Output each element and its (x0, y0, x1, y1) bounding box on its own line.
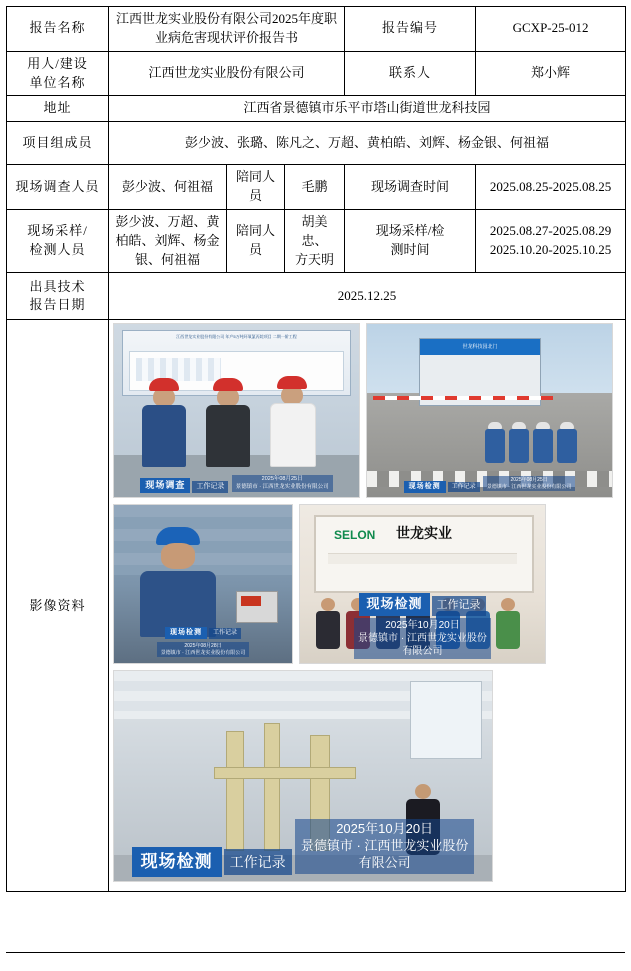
caption-date: 2025年08月25日 (510, 477, 548, 484)
team-label: 项目组成员 (7, 122, 109, 165)
person-figure (533, 422, 553, 463)
accompany-value-2-line1: 胡美忠、 (301, 213, 328, 248)
body (557, 429, 577, 463)
caption-date: 2025年08月28日 (184, 643, 222, 650)
caption-sub: 工作记录 (209, 628, 241, 639)
sampling-device (236, 591, 278, 623)
caption-detail (354, 618, 491, 659)
report-date-label-line2: 报告日期 (29, 297, 86, 313)
body (485, 429, 505, 463)
company-logo: SELON (334, 528, 376, 543)
helmet-icon (560, 422, 574, 429)
photo-caption (304, 593, 541, 660)
report-name-label: 报告名称 (7, 7, 109, 52)
accompany-value-2-line2: 方天明 (295, 251, 335, 267)
person-figure (142, 378, 186, 467)
pipe (214, 767, 356, 779)
booth-sign: 世龙科技园北门 (420, 339, 540, 355)
banner-text: 江西世龙实业股份有限公司 年产5万吨环氧氯丙烷项目 二期一阶工程 (176, 334, 297, 340)
caption-place: 景德镇市 · 江西世龙实业股份 (358, 632, 487, 644)
screen-nav-bar (328, 553, 517, 564)
survey-time-label: 现场调查时间 (345, 165, 476, 210)
accompany-label-2: 陪同人员 (227, 209, 285, 273)
caption-sub: 工作记录 (448, 482, 480, 493)
caption-detail (232, 475, 333, 491)
table-row-report-date (7, 273, 626, 320)
caption-title: 现场检测 (404, 481, 446, 493)
report-name-value: 江西世龙实业股份有限公司2025年度职业病危害现状评价报告书 (109, 7, 345, 52)
body (270, 403, 316, 467)
media-row-1 (113, 323, 621, 498)
table-row-sampling (7, 209, 626, 273)
person-figure (509, 422, 529, 463)
helmet-icon (488, 422, 502, 429)
photo-factory-pipes (113, 670, 493, 882)
page-bottom-rule (6, 952, 625, 953)
person-figure (206, 378, 250, 467)
sampling-time-value-line2: 2025.10.20-2025.10.25 (489, 242, 612, 258)
caption-detail (483, 476, 575, 491)
report-no-value: GCXP-25-012 (476, 7, 626, 52)
photo-conference-room (299, 504, 546, 664)
address-label: 地址 (7, 96, 109, 122)
photo-caption (118, 621, 288, 659)
sampling-staff-label (7, 209, 109, 273)
photo-survey-group (113, 323, 360, 498)
sampling-time-label-line1: 现场采样/检 (375, 223, 445, 239)
report-date-value: 2025.12.25 (109, 273, 626, 320)
table-row-report-name (7, 7, 626, 52)
helmet-icon (213, 378, 243, 391)
body (509, 429, 529, 463)
report-date-label (7, 273, 109, 320)
sampling-staff-value: 彭少波、万超、黄柏皓、刘辉、杨金银、何祖福 (109, 209, 227, 273)
caption-date: 2025年10月20日 (385, 619, 460, 631)
table-row-team (7, 122, 626, 165)
caption-sub: 工作记录 (192, 481, 228, 493)
caption-date: 2025年10月20日 (336, 821, 434, 837)
caption-place: 景德镇市 · 江西世龙实业股份有限公司 (235, 483, 329, 490)
caption-place: 景德镇市 · 江西世龙实业股份有限公司 (486, 483, 572, 490)
table-row-address (7, 96, 626, 122)
accompany-label-1: 陪同人员 (227, 165, 285, 210)
person-figure (557, 422, 577, 463)
caption-sub: 工作记录 (432, 596, 486, 616)
caption-title: 现场检测 (165, 627, 207, 639)
sampling-time-value-line1: 2025.08.27-2025.08.29 (489, 223, 612, 239)
client-label-line1: 用人/建设 (27, 55, 88, 71)
body (142, 405, 186, 467)
contact-value: 郑小辉 (476, 51, 626, 96)
photo-worker-instrument (113, 504, 293, 664)
helmet-icon (149, 378, 179, 391)
survey-staff-label: 现场调查人员 (7, 165, 109, 210)
survey-staff-value: 彭少波、何祖福 (109, 165, 227, 210)
sampling-staff-label-line1: 现场采样/ (27, 223, 88, 239)
client-value: 江西世龙实业股份有限公司 (109, 51, 345, 96)
table-row-client (7, 51, 626, 96)
body (206, 405, 250, 467)
report-date-label-line1: 出具技术 (29, 278, 86, 294)
person-figure (485, 422, 505, 463)
client-label-line2: 单位名称 (29, 74, 86, 90)
caption-place: 景德镇市 · 江西世龙实业股份有限公司 (160, 649, 246, 656)
caption-date: 2025年08月25日 (261, 476, 303, 483)
media-row-2 (113, 504, 621, 664)
media-row-3 (113, 670, 621, 882)
window (410, 681, 482, 759)
report-cover-table (6, 6, 626, 892)
report-no-label: 报告编号 (345, 7, 476, 52)
sampling-time-value (476, 209, 626, 273)
head (415, 784, 431, 799)
caption-sub: 工作记录 (224, 849, 292, 875)
media-label: 影像资料 (7, 320, 109, 892)
table-row-media (7, 320, 626, 892)
media-gallery (109, 320, 626, 892)
photo-caption (371, 474, 608, 493)
caption-title: 现场调查 (140, 478, 190, 493)
person-figure (270, 376, 314, 467)
photo-caption (118, 473, 355, 493)
caption-detail (157, 642, 249, 657)
helmet-icon (536, 422, 550, 429)
client-label (7, 51, 109, 96)
accompany-value-1: 毛鹏 (285, 165, 345, 210)
photo-caption (118, 817, 488, 877)
contact-label: 联系人 (345, 51, 476, 96)
sampling-time-label-line2: 测时间 (390, 242, 430, 258)
caption-place-2: 有限公司 (358, 854, 411, 870)
body (533, 429, 553, 463)
survey-time-value: 2025.08.25-2025.08.25 (476, 165, 626, 210)
caption-title: 现场检测 (359, 593, 429, 616)
barrier-gate (373, 396, 553, 400)
face (161, 543, 195, 569)
sampling-time-label (345, 209, 476, 273)
caption-place-2: 有限公司 (402, 645, 443, 657)
sampling-staff-label-line2: 检测人员 (29, 242, 86, 258)
table-row-survey (7, 165, 626, 210)
company-name-on-screen: 世龙实业 (396, 527, 452, 543)
caption-place: 景德镇市 · 江西世龙实业股份 (300, 837, 469, 853)
photo-gate-workers (366, 323, 613, 498)
accompany-value-2 (285, 209, 345, 273)
caption-title: 现场检测 (132, 847, 222, 878)
helmet-icon (512, 422, 526, 429)
caption-detail (295, 819, 475, 874)
address-value: 江西省景德镇市乐平市塔山街道世龙科技园 (109, 96, 626, 122)
team-value: 彭少波、张璐、陈凡之、万超、黄柏皓、刘辉、杨金银、何祖福 (109, 122, 626, 165)
helmet-icon (277, 376, 307, 389)
